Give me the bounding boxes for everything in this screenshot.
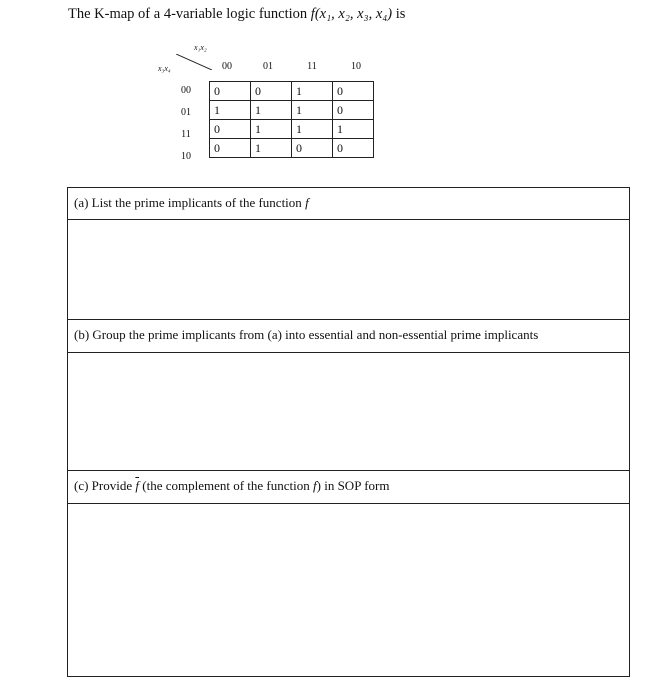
kmap-cell: 1 [251, 139, 292, 158]
column-header: 00 [222, 61, 232, 72]
problem-statement-prefix: The K-map of a 4-variable logic function [68, 6, 311, 22]
kmap-cell: 1 [292, 82, 333, 101]
question-c [68, 470, 629, 503]
row-header: 10 [181, 151, 191, 162]
kmap-cell: 1 [251, 120, 292, 139]
answer-table [67, 187, 630, 677]
kmap-cell: 1 [292, 101, 333, 120]
answer-area-b[interactable] [68, 352, 629, 471]
column-header: 10 [351, 61, 361, 72]
question-c-function: f [313, 478, 317, 493]
question-a-text: (a) List the prime implicants of the function [74, 195, 306, 210]
question-c-post: ) in SOP form [316, 478, 390, 493]
row-header: 01 [181, 107, 191, 118]
problem-statement [68, 6, 405, 23]
kmap-cell: 0 [333, 101, 374, 120]
question-a-function: f [305, 195, 309, 210]
question-a [68, 188, 629, 219]
column-variable-label: x₁x₂ [194, 43, 207, 52]
kmap-row [210, 82, 374, 101]
question-b-text: (b) Group the prime implicants from (a) into essential and non-essential prime implicants [74, 327, 539, 342]
column-header: 01 [263, 61, 273, 72]
kmap-cell: 0 [292, 139, 333, 158]
function-expression: f(x₁, x₂, x₃, x₄) [310, 6, 393, 22]
row-variable-label: x₃x₄ [158, 64, 171, 73]
kmap-cell: 1 [292, 120, 333, 139]
kmap-cell: 0 [251, 82, 292, 101]
kmap-cell: 0 [210, 82, 251, 101]
row-header: 11 [181, 129, 191, 140]
question-c-mid: (the complement of the function [139, 478, 314, 493]
kmap-row [210, 101, 374, 120]
column-header: 11 [307, 61, 317, 72]
complement-symbol: $\overline{f}$ [135, 478, 139, 493]
question-b [68, 319, 629, 352]
kmap-grid [209, 81, 374, 158]
kmap-cell: 0 [333, 82, 374, 101]
question-c-pre: (c) Provide [74, 478, 136, 493]
kmap-row [210, 139, 374, 158]
kmap-cell: 0 [333, 139, 374, 158]
kmap-row [210, 120, 374, 139]
row-header: 00 [181, 85, 191, 96]
kmap-cell: 1 [251, 101, 292, 120]
answer-area-c[interactable] [68, 503, 629, 679]
kmap-cell: 0 [210, 120, 251, 139]
kmap-cell: 1 [210, 101, 251, 120]
problem-statement-suffix: is [392, 6, 406, 22]
answer-area-a[interactable] [68, 219, 629, 320]
kmap-cell: 0 [210, 139, 251, 158]
karnaugh-map [150, 40, 400, 180]
kmap-cell: 1 [333, 120, 374, 139]
